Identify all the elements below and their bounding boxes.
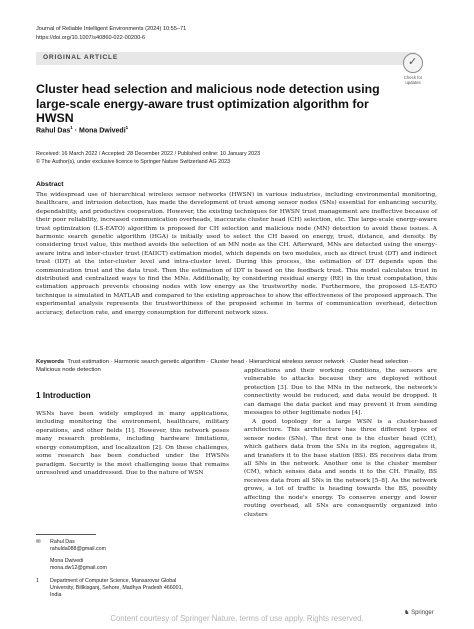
author-list: Rahul Das$^1$ · Mona Dwivedi$^1$ xyxy=(36,125,129,135)
intro-right-column xyxy=(244,367,437,519)
paper-title: Cluster head selection and malicious node detection using large-scale energy-aware trust optimization algorithm for HWSN xyxy=(36,82,380,125)
affiliation: 1 Department of Computer Science, Mansarovar Global University, Billkisganj, Sehore, Madhya Pradesh 466001, India xyxy=(36,577,183,599)
envelope-icon: ✉ xyxy=(36,539,41,545)
contact-email[interactable]: mona.dw12@gmail.com xyxy=(50,565,107,572)
courtesy-watermark: Content courtesy of Springer Nature, terms of use apply. Rights reserved. xyxy=(110,614,364,623)
intro-left-column: WSNs have been widely employed in many applications, including monitoring the environment, healthcare, military operations, and other fields [1]. However, this network poses many research problems, including hardware limitations, energy consumption, and localization [2]. On these challenges, some research has been conducted under the HWSNs paradigm. Security is the most challenging issue that remains unresolved and unaddressed. Due to the nature of WSN xyxy=(36,411,229,477)
journal-header xyxy=(36,25,186,42)
contact-name: Rahul Das xyxy=(50,539,75,545)
springer-logo: ♞ Springer xyxy=(404,610,434,616)
keywords-text: Trust estimation · Harmonic search genetic algorithm · Cluster head · Hierarchical wireless sensor network · Cluster head selection · Malicious node detection xyxy=(36,359,412,374)
journal-citation: Journal of Reliable Intelligent Environments (2024) 10:55–71 xyxy=(36,26,187,32)
springer-horse-icon: ♞ xyxy=(404,610,410,616)
section-heading: 1 Introduction xyxy=(36,391,91,400)
author-contacts xyxy=(36,539,226,600)
keywords-label: Keywords xyxy=(36,359,65,365)
intro-paragraph: applications and their working conditions, the sensors are vulnerable to attacks because they are deployed without protection [3]. Due to the MNs in the network, the network's connectivity would be reduced, and data would be dropped. It can damage the data packet and may prevent it from sending messages to other legitimate nodes [4]. xyxy=(244,368,437,417)
author-name[interactable]: Mona Dwivedi xyxy=(78,127,126,135)
abstract-text: The widespread use of hierarchical wireless sensor networks (HWSN) in various industries, including environmental monitoring, healthcare, and intrusion detection, has made the development of trust among sensor nodes (SNs) essential for enhancing security, dependability, and productive cooperation. However, the existing techniques for HWSN trust management are ineffective because of their poor reliability, increased communication overheads, inaccurate cluster head (CH) selection, etc. The large-scale energy-aware trust optimization (LS-EATO) algorithm is proposed for CH selection and malicious node (MN) detection to avoid these issues. A harmonic search genetic algorithm (HGA) is initially used to select the CH based on energy, trust, distance, and density. By considering trust value, this method avoids the selection of an MN node as the CH. Afterward, MNs are detected using the energy-aware intra and inter-cluster trust (EAIICT) estimation model, which depends on two modules, such as direct trust (DT) and indirect trust (IDT) at the inter-cluster level and intra-cluster level. During this process, the estimation of DT depends upon the communication trust and the data trust. Then the estimation of IDT is based on the feedback trust. This model calculates trust in distributed and centralized ways to find the MNs. Additionally, by considering residual energy (RE) in the trust computation, this estimation approach prevents choosing nodes with low energy as the trustworthy node. Furthermore, the proposed LS-EATO technique is simulated in MATLAB and compared to the existing approaches to show the effectiveness of the proposed approach. The experimental analysis represents the trustworthiness of the proposed scheme in terms of communication overhead, detection accuracy, detection rate, and energy consumption for different network sizes. xyxy=(36,192,437,316)
author-name[interactable]: Rahul Das xyxy=(36,127,71,135)
article-type-label: ORIGINAL ARTICLE xyxy=(43,54,119,61)
check-updates-icon: ✓ xyxy=(403,53,423,73)
contact-email[interactable]: rahulda088@gmail.com xyxy=(50,546,107,553)
footnote-divider xyxy=(36,534,96,535)
publication-dates: Received: 16 March 2022 / Accepted: 28 December 2022 / Published online: 10 January 2023 © The Author(s), under exclusive licence to Springer Nature Switzerland AG 2023 xyxy=(36,151,261,166)
contact-name: Mona Dwivedi xyxy=(50,557,84,564)
doi-link[interactable]: https://doi.org/10.1007/s40860-022-00200-6 xyxy=(36,34,146,41)
intro-paragraph: A good topology for a large WSN is a cluster-based architecture. This architecture has three different types of sensor nodes (SNs). The first one is the cluster head (CH), which gathers data from the SNs in its region, aggregates it, and transfers it to the base station (BS). BS receives data from all SNs in the network. Another one is the cluster member (CM), which senses data and sends it to the CH. Finally, BS receives data from all SNs in the network [5–8]. As the network grows, a lot of traffic is heading towards the BS, possibly affecting the node's energy. To conserve energy and lower routing overhead, all SNs are consequently organized into clusters xyxy=(244,418,437,518)
check-for-updates-button[interactable]: ✓ Check for updates xyxy=(393,53,433,87)
abstract-heading: Abstract xyxy=(36,181,64,188)
